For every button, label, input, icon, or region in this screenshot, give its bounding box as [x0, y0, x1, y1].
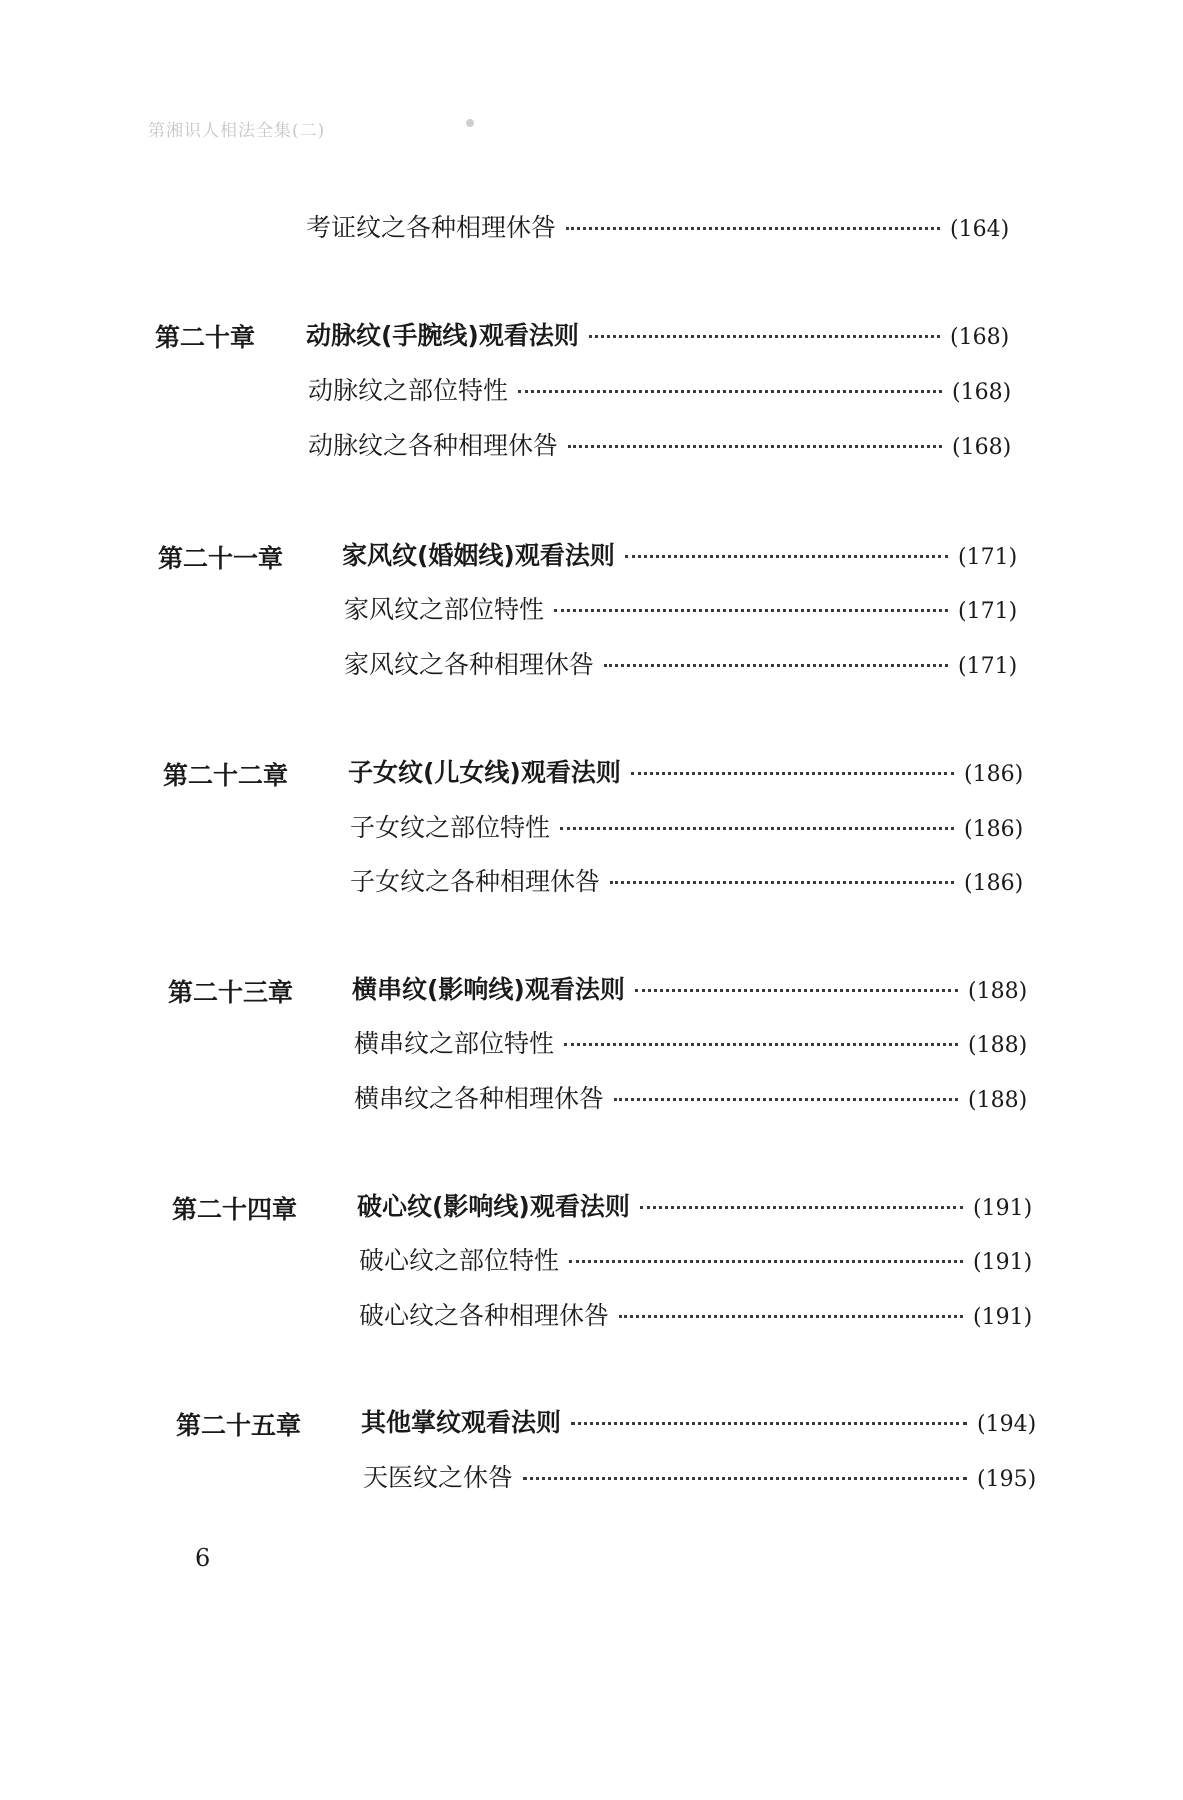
toc-entry-page: (171): [958, 599, 1018, 624]
toc-entry-page: (195): [977, 1467, 1037, 1492]
toc-entry-page: (191): [973, 1305, 1033, 1330]
toc-chapter-entry: [357, 1187, 1057, 1223]
toc-entry: [344, 590, 1042, 626]
chapter-number: 第二十四章: [172, 1195, 298, 1224]
toc-entry-title: 横串纹之部位特性: [354, 1029, 555, 1058]
toc-entry-title: 横串纹之各种相理休咎: [354, 1084, 605, 1113]
toc-entry-page: (164): [950, 217, 1010, 242]
page-number: 6: [195, 1544, 211, 1572]
toc-entry-title: 破心纹(影响线)观看法则: [357, 1192, 630, 1221]
toc-chapter-entry: [342, 536, 1042, 572]
toc-entry-page: (191): [973, 1196, 1033, 1221]
toc-entry-page: (186): [964, 762, 1024, 787]
toc-entry: [308, 426, 1036, 462]
chapter-number: 第二十五章: [176, 1411, 302, 1440]
toc-entry-page: (188): [968, 1088, 1028, 1113]
dot-leader: [589, 335, 940, 338]
dot-leader: [566, 227, 940, 230]
toc-entry-title: 动脉纹(手腕线)观看法则: [306, 321, 579, 350]
toc-entry-page: (171): [958, 545, 1018, 570]
toc-entry-page: (171): [958, 654, 1018, 679]
chapter-number: 第二十一章: [158, 544, 284, 573]
toc-chapter-entry: [306, 316, 1034, 352]
toc-entry: [359, 1296, 1057, 1332]
toc-entry-page: (188): [968, 1033, 1028, 1058]
toc-chapter-entry: [352, 970, 1052, 1006]
toc-entry: [306, 208, 1034, 244]
toc-entry-title: 破心纹之部位特性: [359, 1246, 560, 1275]
toc-entry: [354, 1079, 1052, 1115]
toc-entry-title: 子女纹之部位特性: [350, 813, 551, 842]
toc-entry-title: 动脉纹之各种相理休咎: [308, 431, 559, 460]
toc-entry-page: (194): [977, 1412, 1037, 1437]
dot-leader: [635, 989, 958, 992]
dot-leader: [554, 609, 948, 612]
toc-entry-title: 动脉纹之部位特性: [308, 376, 509, 405]
dot-leader: [604, 664, 948, 667]
toc-entry-title: 考证纹之各种相理休咎: [306, 213, 557, 242]
dot-leader: [564, 1043, 958, 1046]
toc-entry-page: (191): [973, 1250, 1033, 1275]
toc-entry-page: (188): [968, 979, 1028, 1004]
dot-leader: [523, 1477, 967, 1480]
dot-leader: [560, 827, 954, 830]
dot-leader: [569, 1260, 963, 1263]
toc-entry-title: 子女纹之各种相理休咎: [350, 867, 601, 896]
dot-leader: [631, 772, 954, 775]
toc-entry: [350, 862, 1048, 898]
toc-entry-page: (186): [964, 871, 1024, 896]
toc-entry: [350, 808, 1048, 844]
dot-leader: [640, 1206, 963, 1209]
toc-entry: [354, 1024, 1052, 1060]
toc-entry: [344, 645, 1042, 681]
dot-leader: [568, 445, 942, 448]
toc-entry-title: 家风纹(婚姻线)观看法则: [342, 541, 615, 570]
toc-entry-page: (168): [952, 380, 1012, 405]
dot-leader: [571, 1422, 967, 1425]
toc-entry: [308, 371, 1036, 407]
dot-leader: [619, 1315, 963, 1318]
toc-entry-title: 家风纹之各种相理休咎: [344, 650, 595, 679]
toc-entry: [359, 1241, 1057, 1277]
chapter-number: 第二十章: [155, 323, 256, 352]
toc-entry-page: (186): [964, 817, 1024, 842]
toc-entry-title: 横串纹(影响线)观看法则: [352, 975, 625, 1004]
toc-entry-title: 天医纹之休咎: [363, 1463, 514, 1492]
toc-entry-title: 家风纹之部位特性: [344, 595, 545, 624]
toc-entry-title: 破心纹之各种相理休咎: [359, 1301, 610, 1330]
toc-chapter-entry: [348, 753, 1048, 789]
toc-entry-title: 子女纹(儿女线)观看法则: [348, 758, 621, 787]
toc-entry-title: 其他掌纹观看法则: [361, 1408, 562, 1437]
toc-entry: [363, 1458, 1061, 1494]
chapter-number: 第二十二章: [163, 761, 289, 790]
running-head: 第湘识人相法全集(二): [148, 121, 326, 141]
dot-leader: [518, 390, 942, 393]
toc-entry-page: (168): [950, 325, 1010, 350]
dot-leader: [614, 1098, 958, 1101]
chapter-number: 第二十三章: [168, 978, 294, 1007]
dot-leader: [610, 881, 954, 884]
toc-chapter-entry: [361, 1403, 1061, 1439]
toc-entry-page: (168): [952, 435, 1012, 460]
dot-leader: [625, 555, 948, 558]
